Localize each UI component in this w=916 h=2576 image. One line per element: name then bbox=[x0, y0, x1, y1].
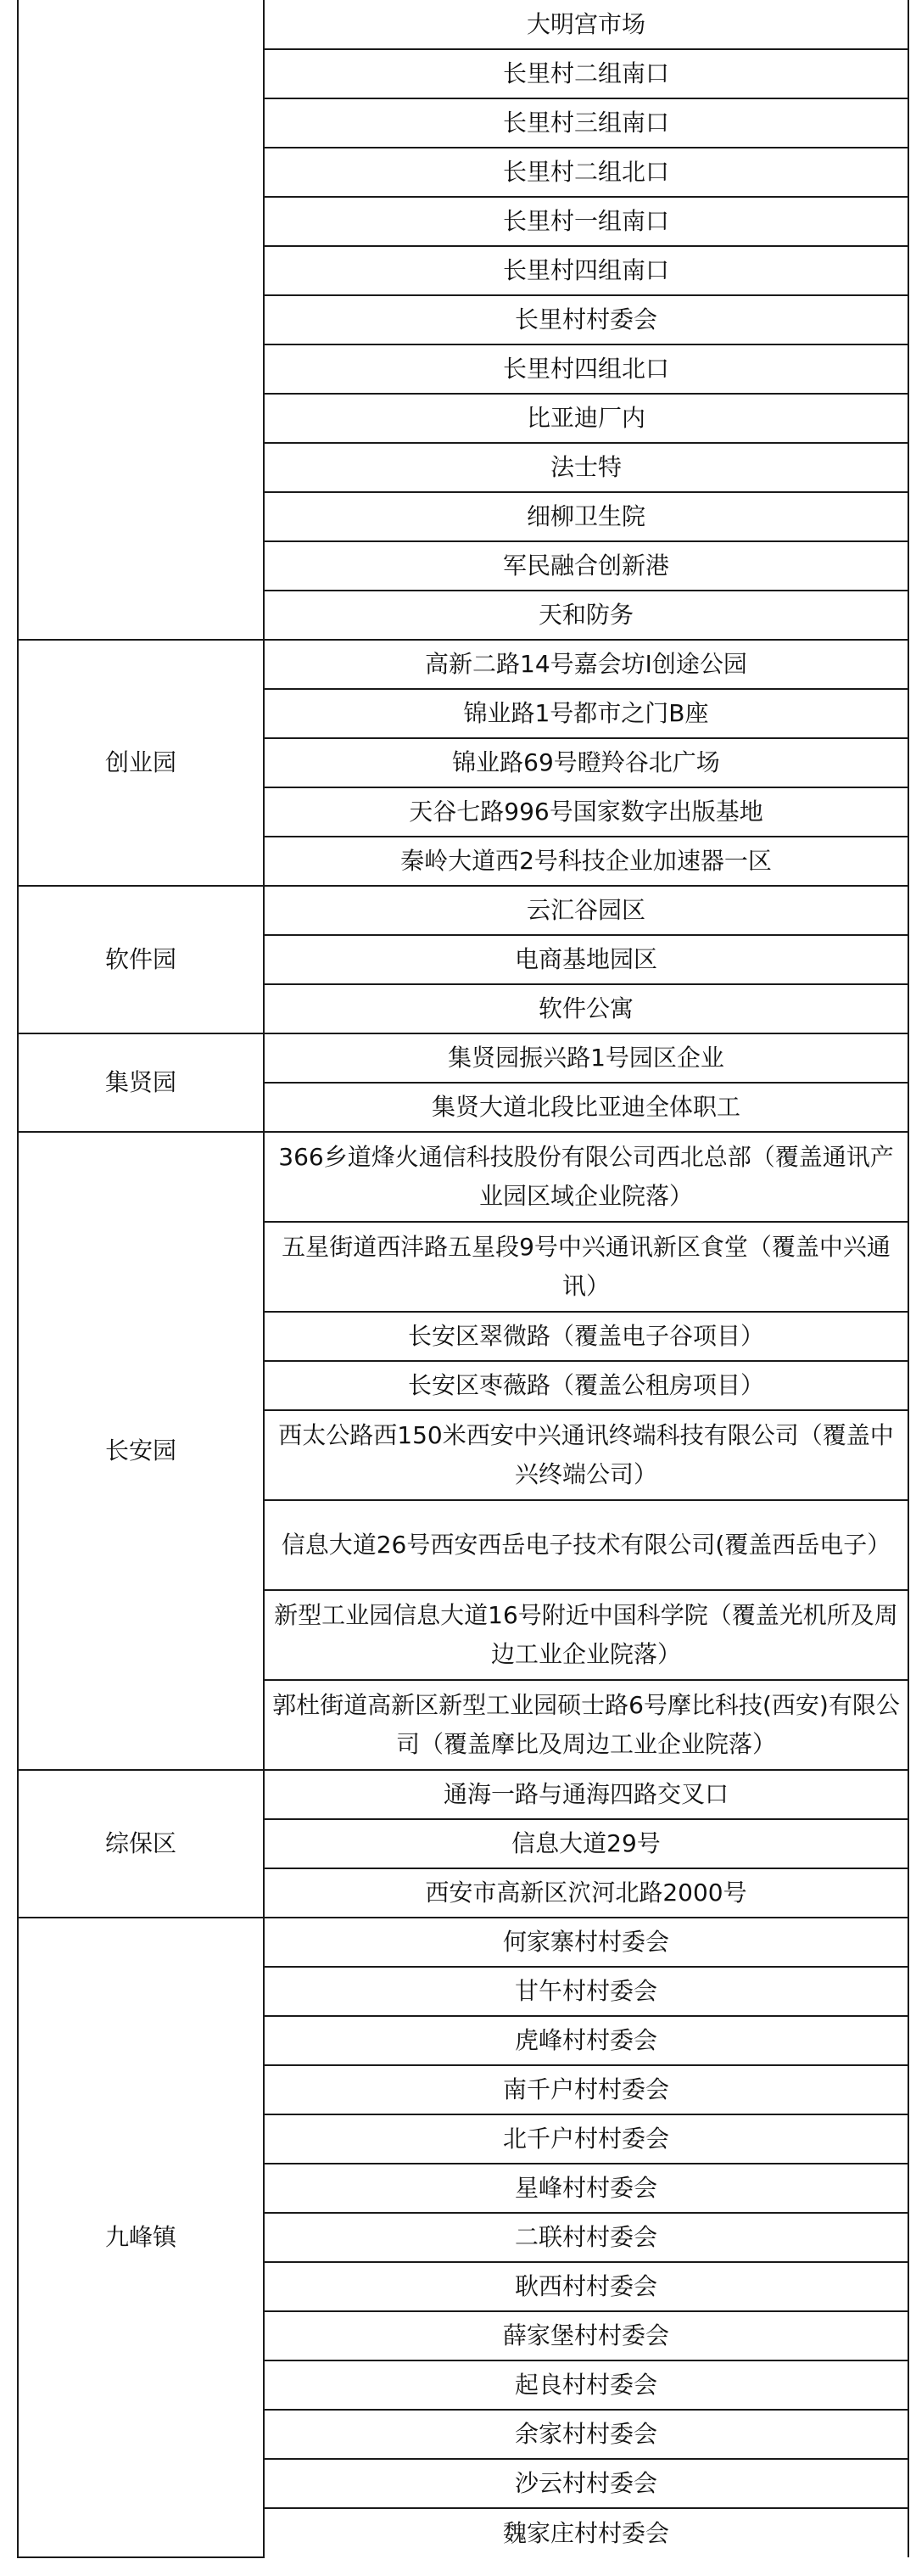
location-cell: 锦业路1号都市之门B座 bbox=[264, 689, 908, 738]
table-row bbox=[18, 0, 908, 49]
location-cell: 集贤园振兴路1号园区企业 bbox=[264, 1033, 908, 1083]
location-cell: 何家寨村村委会 bbox=[264, 1918, 908, 1967]
location-cell: 南千户村村委会 bbox=[264, 2065, 908, 2114]
area-cell: 九峰镇 bbox=[18, 1918, 264, 2557]
location-cell: 信息大道26号西安西岳电子技术有限公司(覆盖西岳电子） bbox=[264, 1500, 908, 1590]
area-cell bbox=[18, 0, 264, 640]
location-table bbox=[17, 0, 909, 2558]
table-row bbox=[18, 1132, 908, 1222]
location-cell: 电商基地园区 bbox=[264, 935, 908, 984]
location-cell: 集贤大道北段比亚迪全体职工 bbox=[264, 1083, 908, 1132]
area-cell: 软件园 bbox=[18, 886, 264, 1033]
location-cell: 长里村村委会 bbox=[264, 295, 908, 344]
table-row bbox=[18, 640, 908, 689]
area-cell: 创业园 bbox=[18, 640, 264, 886]
location-cell: 耿西村村委会 bbox=[264, 2262, 908, 2311]
location-cell: 天和防务 bbox=[264, 591, 908, 640]
location-cell: 郭杜街道高新区新型工业园硕士路6号摩比科技(西安)有限公司（覆盖摩比及周边工业企业院落） bbox=[264, 1680, 908, 1770]
location-cell: 星峰村村委会 bbox=[264, 2164, 908, 2213]
location-cell: 长里村四组南口 bbox=[264, 246, 908, 295]
location-cell: 锦业路69号瞪羚谷北广场 bbox=[264, 738, 908, 787]
location-cell: 北千户村村委会 bbox=[264, 2114, 908, 2164]
location-cell: 天谷七路996号国家数字出版基地 bbox=[264, 787, 908, 837]
location-cell: 信息大道29号 bbox=[264, 1819, 908, 1868]
location-cell: 比亚迪厂内 bbox=[264, 394, 908, 443]
location-cell: 西太公路西150米西安中兴通讯终端科技有限公司（覆盖中兴终端公司） bbox=[264, 1410, 908, 1500]
location-cell: 长里村二组南口 bbox=[264, 49, 908, 98]
location-cell: 软件公寓 bbox=[264, 984, 908, 1033]
location-cell: 魏家庄村村委会 bbox=[264, 2508, 908, 2557]
area-cell: 综保区 bbox=[18, 1770, 264, 1918]
location-cell: 长安区枣薇路（覆盖公租房项目） bbox=[264, 1361, 908, 1410]
location-cell: 细柳卫生院 bbox=[264, 492, 908, 541]
location-cell: 沙云村村委会 bbox=[264, 2459, 908, 2508]
location-table-body bbox=[18, 0, 908, 2557]
location-cell: 虎峰村村委会 bbox=[264, 2016, 908, 2065]
location-cell: 起良村村委会 bbox=[264, 2360, 908, 2410]
table-row bbox=[18, 1918, 908, 1967]
area-cell: 长安园 bbox=[18, 1132, 264, 1770]
area-cell: 集贤园 bbox=[18, 1033, 264, 1132]
table-row bbox=[18, 886, 908, 935]
location-cell: 大明宫市场 bbox=[264, 0, 908, 49]
location-cell: 新型工业园信息大道16号附近中国科学院（覆盖光机所及周边工业企业院落） bbox=[264, 1590, 908, 1680]
location-cell: 高新二路14号嘉会坊I创途公园 bbox=[264, 640, 908, 689]
location-cell: 余家村村委会 bbox=[264, 2410, 908, 2459]
location-cell: 军民融合创新港 bbox=[264, 541, 908, 591]
location-cell: 秦岭大道西2号科技企业加速器一区 bbox=[264, 837, 908, 886]
location-cell: 长里村二组北口 bbox=[264, 148, 908, 197]
location-cell: 二联村村委会 bbox=[264, 2213, 908, 2262]
location-cell: 甘午村村委会 bbox=[264, 1967, 908, 2016]
location-cell: 长里村三组南口 bbox=[264, 98, 908, 148]
location-cell: 云汇谷园区 bbox=[264, 886, 908, 935]
location-cell: 法士特 bbox=[264, 443, 908, 492]
location-cell: 西安市高新区泬河北路2000号 bbox=[264, 1868, 908, 1918]
location-cell: 薛家堡村村委会 bbox=[264, 2311, 908, 2360]
location-cell: 长安区翠微路（覆盖电子谷项目） bbox=[264, 1312, 908, 1361]
location-cell: 通海一路与通海四路交叉口 bbox=[264, 1770, 908, 1819]
location-cell: 五星街道西沣路五星段9号中兴通讯新区食堂（覆盖中兴通讯） bbox=[264, 1222, 908, 1312]
location-cell: 长里村一组南口 bbox=[264, 197, 908, 246]
table-row bbox=[18, 1770, 908, 1819]
location-cell: 366乡道烽火通信科技股份有限公司西北总部（覆盖通讯产业园区域企业院落） bbox=[264, 1132, 908, 1222]
location-cell: 长里村四组北口 bbox=[264, 344, 908, 394]
table-row bbox=[18, 1033, 908, 1083]
